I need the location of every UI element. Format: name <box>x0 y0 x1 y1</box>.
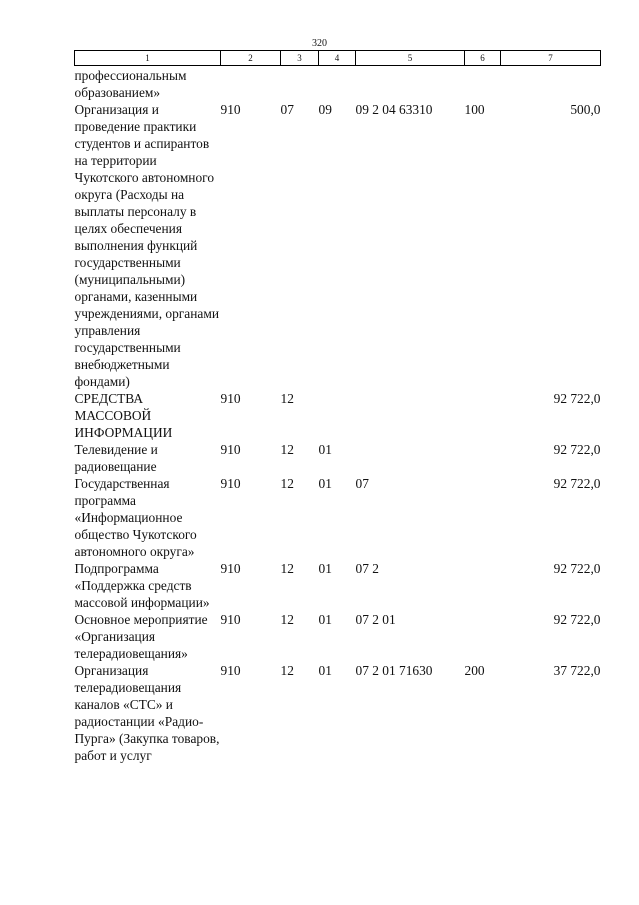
target-code: 07 2 01 <box>355 612 396 627</box>
column-number: 7 <box>501 51 601 66</box>
subsection-code <box>319 390 356 441</box>
subsection-code: 01 <box>318 612 332 627</box>
column-number: 4 <box>319 51 356 66</box>
row-name: СРЕДСТВА МАССОВОЙ ИНФОРМАЦИИ <box>74 391 173 440</box>
column-number: 5 <box>356 51 465 66</box>
subsection-code: 01 <box>318 476 332 491</box>
table-row <box>75 101 601 390</box>
amount: 92 722,0 <box>553 391 601 406</box>
admin-code: 910 <box>220 612 241 627</box>
admin-code: 910 <box>220 442 241 457</box>
budget-table <box>74 50 601 764</box>
row-name: Телевидение и радиовещание <box>74 442 158 474</box>
target-code: 09 2 04 63310 <box>355 102 433 117</box>
page-number: 320 <box>312 38 327 49</box>
subsection-code: 01 <box>318 561 332 576</box>
column-number: 3 <box>281 51 319 66</box>
amount: 92 722,0 <box>553 612 601 627</box>
section-code: 12 <box>280 476 294 491</box>
column-number: 6 <box>465 51 501 66</box>
admin-code: 910 <box>220 102 241 117</box>
section-code <box>281 66 319 102</box>
section-code: 12 <box>280 561 294 576</box>
expense-code <box>465 475 501 560</box>
admin-code: 910 <box>220 476 241 491</box>
column-number: 2 <box>221 51 281 66</box>
table-row <box>75 662 601 764</box>
section-code: 12 <box>280 663 294 678</box>
target-code: 07 2 01 71630 <box>355 663 433 678</box>
expense-code <box>465 66 501 102</box>
amount: 500,0 <box>570 102 601 117</box>
subsection-code: 01 <box>318 663 332 678</box>
target-code <box>356 441 465 475</box>
target-code: 07 <box>355 476 369 491</box>
table-row <box>75 390 601 441</box>
subsection-code: 01 <box>318 442 332 457</box>
expense-code <box>465 390 501 441</box>
admin-code <box>221 66 281 102</box>
row-name: Организация и проведение практики студентов и аспирантов на территории Чукотского автономного округа (Расходы на выплаты персоналу в целях обеспечения выполнения функций государственными (муниципальными) органами, казенными учреждениями, органами управления государственными внебюджетными фондами) <box>74 102 219 389</box>
admin-code: 910 <box>220 391 241 406</box>
subsection-code <box>319 66 356 102</box>
row-name: профессиональным образованием» <box>74 68 187 100</box>
admin-code: 910 <box>220 561 241 576</box>
row-name: Подпрограмма «Поддержка средств массовой информации» <box>74 561 210 610</box>
amount: 92 722,0 <box>553 561 601 576</box>
column-number: 1 <box>75 51 221 66</box>
expense-code: 200 <box>464 663 485 678</box>
table-row <box>75 475 601 560</box>
table-row <box>75 611 601 662</box>
subsection-code: 09 <box>318 102 332 117</box>
amount: 92 722,0 <box>553 476 601 491</box>
admin-code: 910 <box>220 663 241 678</box>
row-name: Государственная программа «Информационное общество Чукотского автономного округа» <box>74 476 197 559</box>
expense-code <box>465 560 501 611</box>
target-code <box>356 390 465 441</box>
table-row <box>75 441 601 475</box>
amount <box>501 66 601 102</box>
amount: 92 722,0 <box>553 442 601 457</box>
expense-code: 100 <box>464 102 485 117</box>
expense-code <box>465 611 501 662</box>
target-code: 07 2 <box>355 561 379 576</box>
section-code: 12 <box>280 442 294 457</box>
target-code <box>356 66 465 102</box>
section-code: 12 <box>280 612 294 627</box>
row-name: Основное мероприятие «Организация телерадиовещания» <box>74 612 208 661</box>
section-code: 12 <box>280 391 294 406</box>
amount: 37 722,0 <box>553 663 601 678</box>
row-name: Организация телерадиовещания каналов «СТС» и радиостанции «Радио-Пурга» (Закупка товаров, работ и услуг <box>74 663 220 763</box>
column-number-row <box>75 51 601 66</box>
expense-code <box>465 441 501 475</box>
table-row <box>75 560 601 611</box>
table-row <box>75 66 601 102</box>
section-code: 07 <box>280 102 294 117</box>
